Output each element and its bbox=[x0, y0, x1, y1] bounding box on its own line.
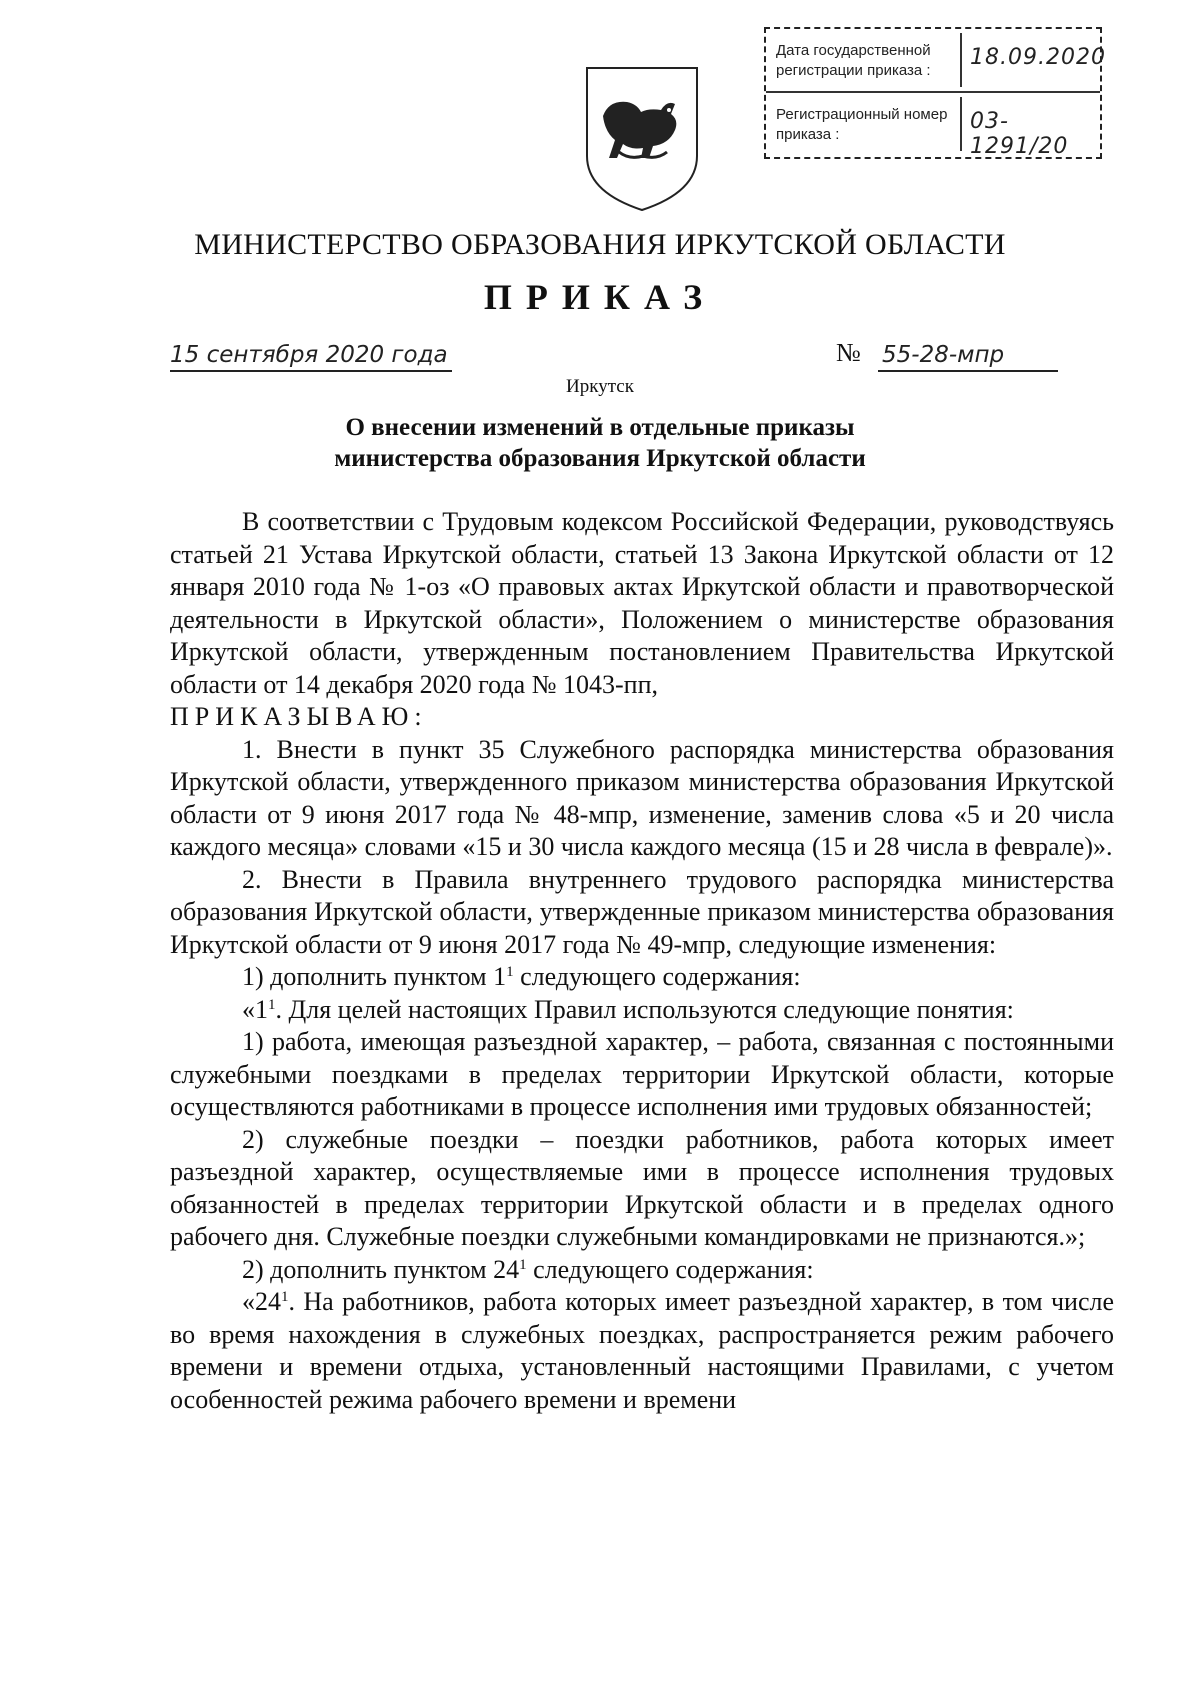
quote-1-paragraph bbox=[170, 994, 1114, 1027]
item-1-paragraph: 1. Внести в пункт 35 Служебного распорядка министерства образования Иркутской области, утвержденного приказом министерства образования Иркутской области от 9 июня 2017 года № 48-мпр, изменение, заменив слова «5 и 20 числа каждого месяца» словами «15 и 30 числа каждого месяца (15 и 28 числа в феврале)». bbox=[170, 734, 1114, 861]
superscript: 1 bbox=[268, 996, 276, 1013]
definition-2-paragraph: 2) служебные поездки – поездки работников, работа которых имеет разъездной характер, осуществляемые ими в процессе исполнения трудовых обязанностей в пределах территории Иркутской области и в пределах одного рабочего дня. Служебные поездки служебными командировками не признаются.»; bbox=[170, 1124, 1114, 1251]
document-type-title: ПРИКАЗ bbox=[483, 277, 717, 317]
quote-text: «1 bbox=[242, 994, 268, 1024]
subitem-text: следующего содержания: bbox=[526, 1254, 814, 1284]
stamp-number-label: Регистрационный номер приказа : bbox=[776, 106, 948, 143]
definition-1-paragraph: 1) работа, имеющая разъездной характер, – работа, связанная с постоянными служебными поездками в пределах территории Иркутской области, которые осуществляются работниками в процессе исполнения ими трудовых обязанностей; bbox=[170, 1027, 1114, 1121]
subitem-2-paragraph bbox=[170, 1254, 1114, 1287]
order-date: 15 сентября 2020 года bbox=[170, 342, 448, 368]
stamp-number-row bbox=[766, 93, 1100, 159]
subitem-1-paragraph bbox=[170, 961, 1114, 994]
stamp-date-label: Дата государственной регистрации приказа : bbox=[776, 42, 931, 79]
quote-text: . Для целей настоящих Правил используются следующие понятия: bbox=[275, 994, 1014, 1024]
order-date-field bbox=[170, 336, 452, 372]
city-name: Иркутск bbox=[566, 376, 634, 397]
subject-line: министерства образования Иркутской области bbox=[334, 445, 866, 472]
order-directive: ПРИКАЗЫВАЮ: bbox=[170, 702, 428, 731]
order-body bbox=[170, 506, 1114, 1416]
superscript: 1 bbox=[519, 1256, 527, 1273]
preamble-paragraph: В соответствии с Трудовым кодексом Российской Федерации, руководствуясь статьей 21 Устава Иркутской области, статьей 13 Закона Иркутской области от 12 января 2010 года № 1-оз «О правовых актах Иркутской области и правотворческой деятельности в Иркутской области», Положением о министерстве образования Иркутской области, утвержденным постановлением Правительства Иркутской области от 14 декабря 2020 года № 1043-пп, bbox=[170, 507, 1114, 699]
stamp-divider bbox=[960, 33, 962, 87]
stamp-divider bbox=[960, 97, 962, 151]
coat-of-arms-emblem bbox=[583, 64, 701, 214]
item-2-paragraph: 2. Внести в Правила внутреннего трудового распорядка министерства образования Иркутской области, утвержденные приказом министерства образования Иркутской области от 9 июня 2017 года № 49-мпр, следующие изменения: bbox=[170, 864, 1114, 959]
ministry-name: МИНИСТЕРСТВО ОБРАЗОВАНИЯ ИРКУТСКОЙ ОБЛАСТИ bbox=[194, 228, 1006, 261]
number-sign: № bbox=[836, 338, 861, 367]
quote-2-paragraph bbox=[170, 1286, 1114, 1416]
quote-text: . На работников, работа которых имеет разъездной характер, в том числе во время нахождения в служебных поездках, распространяется режим рабочего времени и времени отдыха, установленный настоящими Правилами, с учетом особенностей режима рабочего времени и времени bbox=[170, 1287, 1114, 1414]
subitem-text: следующего содержания: bbox=[513, 962, 801, 991]
superscript: 1 bbox=[506, 964, 514, 980]
stamp-date-row bbox=[766, 29, 1106, 93]
stamp-number-value: 03-1291/20 bbox=[970, 109, 1069, 159]
subitem-text: 1) дополнить пунктом 1 bbox=[242, 962, 507, 991]
registration-stamp bbox=[764, 27, 1106, 159]
stamp-date-value: 18.09.2020 bbox=[970, 45, 1106, 70]
subitem-text: 2) дополнить пунктом 24 bbox=[242, 1254, 520, 1284]
superscript: 1 bbox=[281, 1289, 289, 1305]
quote-text: «24 bbox=[242, 1287, 281, 1316]
subject-line: О внесении изменений в отдельные приказы bbox=[345, 414, 855, 441]
order-number: 55-28-мпр bbox=[882, 342, 1005, 368]
order-subject bbox=[0, 412, 1200, 474]
